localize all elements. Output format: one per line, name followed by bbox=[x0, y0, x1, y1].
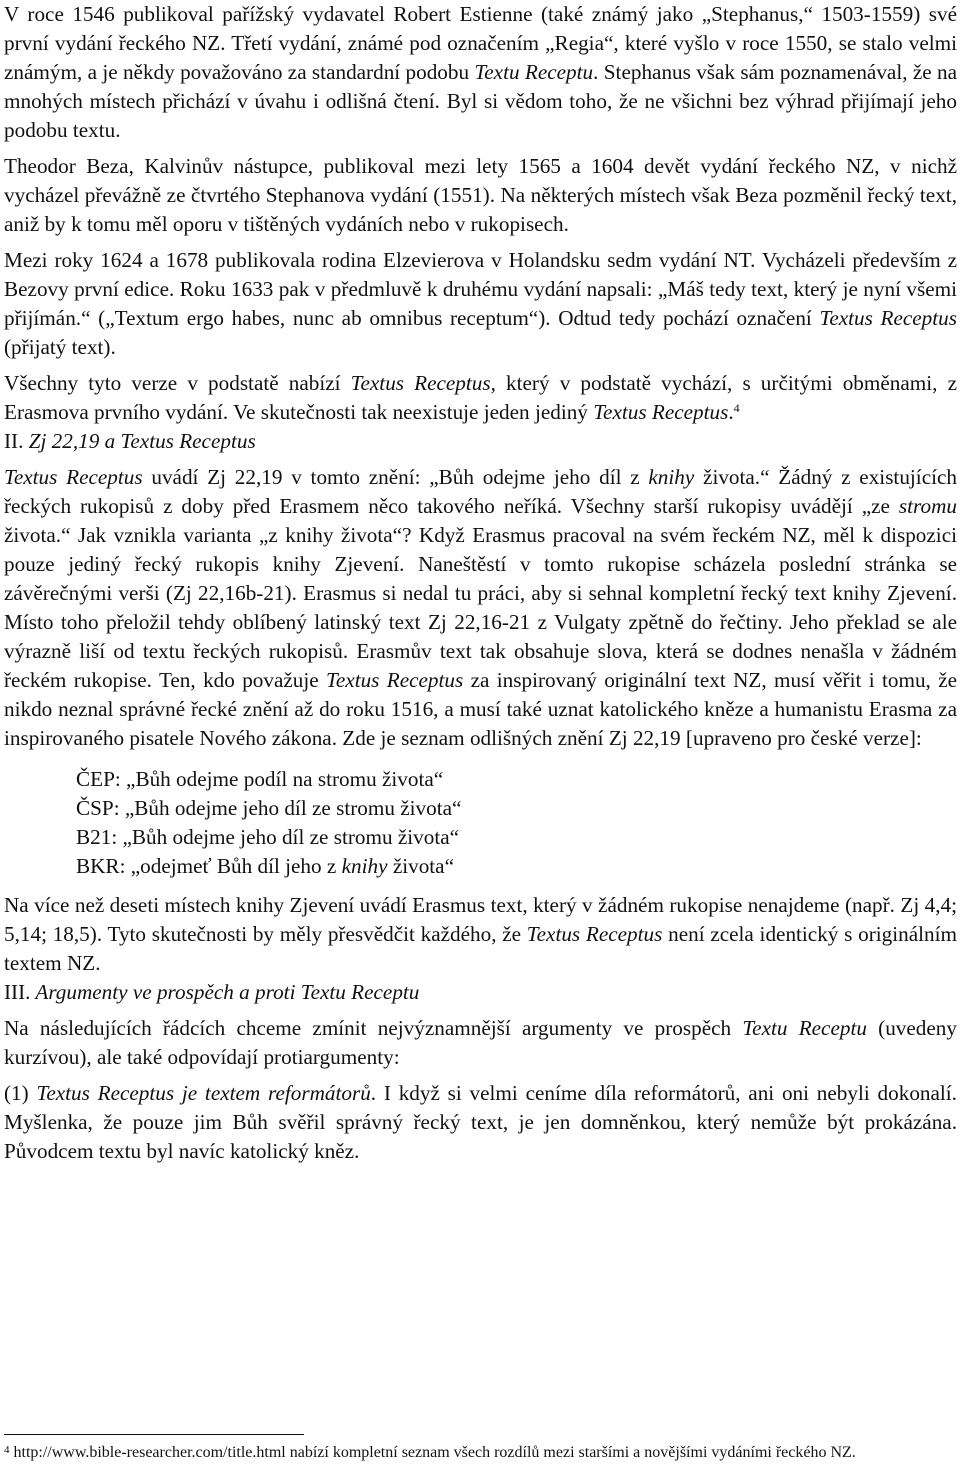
text-run: . bbox=[728, 400, 734, 424]
footnote-number: 4 bbox=[4, 1444, 10, 1456]
italic-run: Textus Receptus bbox=[593, 400, 729, 424]
text-run: . Stephanus však sám poznamenával, že na mnohých místech přichází v úvahu i odlišná čtení. Byl si vědom toho, že ne všichni bez výhrad přijímají jeho podobu textu. bbox=[4, 60, 957, 142]
section-number: II. bbox=[4, 429, 24, 453]
section-title: Argumenty ve prospěch a proti Textu Receptu bbox=[30, 980, 420, 1004]
text-run: není zcela identický s originálním textem NZ. bbox=[4, 922, 957, 975]
footnote-marker: 4 bbox=[733, 401, 740, 415]
text-run: Mezi roky 1624 a 1678 publikovala rodina Elzevierova v Holandsku sedm vydání NT. Vycházeli především z Bezovy první edice. Roku 1633 pak v předmluvě k druhému vydání napsali: „Máš tedy text, který je nyní všemi přijímán.“ („Textum ergo habes, nunc ab omnibus receptum“). Odtud tedy pochází označení bbox=[4, 248, 957, 330]
italic-run: knihy bbox=[648, 465, 695, 489]
footnote-text: http://www.bible-researcher.com/title.html nabízí kompletní seznam všech rozdílů mezi staršími a novějšími vydáními řeckého NZ. bbox=[9, 1444, 856, 1461]
paragraph-arguments-intro bbox=[4, 1014, 957, 1072]
section-heading-2 bbox=[4, 427, 957, 456]
text-run: života.“ Jak vznikla varianta „z knihy života“? Když Erasmus pracoval na svém řeckém NZ, měl k dispozici pouze jediný řecký rukopis knihy Zjevení. Naneštěstí v tomto rukopise scházela poslední stránka se závěrečnými verši (Zj 22,16b-21). Erasmus si nedal tu práci, aby si sehnal kompletní řecký text knihy Zjevení. Místo toho přeložil tehdy oblíbený latinský text Zj 22,16-21 z Vulgaty zpětně do řečtiny. Jeho překlad se ale výrazně liší od textu řeckých rukopisů. Erasmův text tak obsahuje slova, která se dodnes nenašla v žádném řeckém rukopise. Ten, kdo považuje bbox=[4, 523, 957, 692]
text-run: života.“ Žádný z existujících řeckých rukopisů z doby před Erasmem něco takového neříká. Všechny starší rukopisy uvádějí „ze bbox=[4, 465, 957, 518]
paragraph-versions-summary bbox=[4, 369, 957, 427]
text-run: V roce 1546 publikoval pařížský vydavatel Robert Estienne (také známý jako „Stephanus,“ 1503-1559) své první vydání řeckého NZ. Třetí vydání, známé pod označením „Regia“, které vyšlo v roce 1550, se stalo velmi známým, a je někdy považováno za standardní podobu bbox=[4, 2, 957, 84]
text-run: za inspirovaný originální text NZ, musí věřit i tomu, že nikdo neznal správné řecké znění až do roku 1516, a musí také uznat katolického kněze a humanistu Erasma za inspirovaného pisatele Nového zákona. Zde je seznam odlišných znění Zj 22,19 [upraveno pro české verze]: bbox=[4, 668, 957, 750]
paragraph-estienne bbox=[4, 0, 957, 145]
text-run: . I když si velmi ceníme díla reformátorů, ani oni nebyli dokonalí. Myšlenka, že pouze jim Bůh svěřil správný řecký text, je jen domněnkou, který nemůže být prokázána. Původcem textu byl navíc katolický kněz. bbox=[4, 1081, 957, 1163]
translation-item bbox=[76, 852, 957, 881]
text-run: uvádí Zj 22,19 v tomto znění: „Bůh odejme jeho díl z bbox=[142, 465, 649, 489]
italic-run: knihy bbox=[341, 854, 388, 878]
translation-list bbox=[76, 765, 957, 881]
text-run: , který v podstatě vychází, s určitými obměnami, z Erasmova prvního vydání. Ve skutečnosti tak neexistuje jeden jediný bbox=[4, 371, 957, 424]
text-run: Všechny tyto verze v podstatě nabízí bbox=[4, 371, 351, 395]
italic-run: Textus Receptus bbox=[326, 668, 464, 692]
italic-run: stromu bbox=[898, 494, 957, 518]
italic-run: Textus Receptus bbox=[819, 306, 957, 330]
footnote bbox=[4, 1440, 957, 1463]
text-run: BKR: „odejmeť Bůh díl jeho z bbox=[76, 854, 342, 878]
paragraph-zj-22-19 bbox=[4, 463, 957, 753]
section-heading-3 bbox=[4, 978, 957, 1007]
section-number: III. bbox=[4, 980, 31, 1004]
paragraph-erasmus-conclusion bbox=[4, 891, 957, 978]
text-run: (1) bbox=[4, 1081, 37, 1105]
paragraph-elzevier bbox=[4, 246, 957, 362]
document-page bbox=[4, 0, 957, 1166]
italic-run: Textus Receptus bbox=[350, 371, 491, 395]
italic-run: Textus Receptus bbox=[4, 465, 143, 489]
italic-run: Textu Receptu bbox=[742, 1016, 867, 1040]
text-run: Na více než deseti místech knihy Zjevení uvádí Erasmus text, který v žádném rukopise nenajdeme (např. Zj 4,4; 5,14; 18,5). Tyto skutečnosti by měly přesvědčit každého, že bbox=[4, 893, 957, 946]
footnote-divider bbox=[4, 1434, 304, 1435]
section-title: Zj 22,19 a Textus Receptus bbox=[23, 429, 256, 453]
italic-run: Textu Receptu bbox=[474, 60, 594, 84]
translation-item: ČEP: „Bůh odejme podíl na stromu života“ bbox=[76, 767, 444, 791]
translation-item: ČSP: „Bůh odejme jeho díl ze stromu života“ bbox=[76, 796, 462, 820]
text-run: (uvedeny kurzívou), ale také odpovídají protiargumenty: bbox=[4, 1016, 957, 1069]
paragraph-beza: Theodor Beza, Kalvinův nástupce, publikoval mezi lety 1565 a 1604 devět vydání řeckého NZ, v nichž vycházel převážně ze čtvrtého Stephanova vydání (1551). Na některých místech však Beza pozměnil řecký text, aniž by k tomu měl oporu v tištěných vydáních nebo v rukopisech. bbox=[4, 154, 957, 236]
text-run: života“ bbox=[387, 854, 454, 878]
italic-run: Textus Receptus bbox=[526, 922, 663, 946]
translation-item: B21: „Bůh odejme jeho díl ze stromu života“ bbox=[76, 825, 460, 849]
paragraph-argument-1 bbox=[4, 1079, 957, 1166]
text-run: (přijatý text). bbox=[4, 335, 116, 359]
italic-run: Textus Receptus je textem reformátorů bbox=[36, 1081, 371, 1105]
text-run: Na následujících řádcích chceme zmínit nejvýznamnější argumenty ve prospěch bbox=[4, 1016, 743, 1040]
